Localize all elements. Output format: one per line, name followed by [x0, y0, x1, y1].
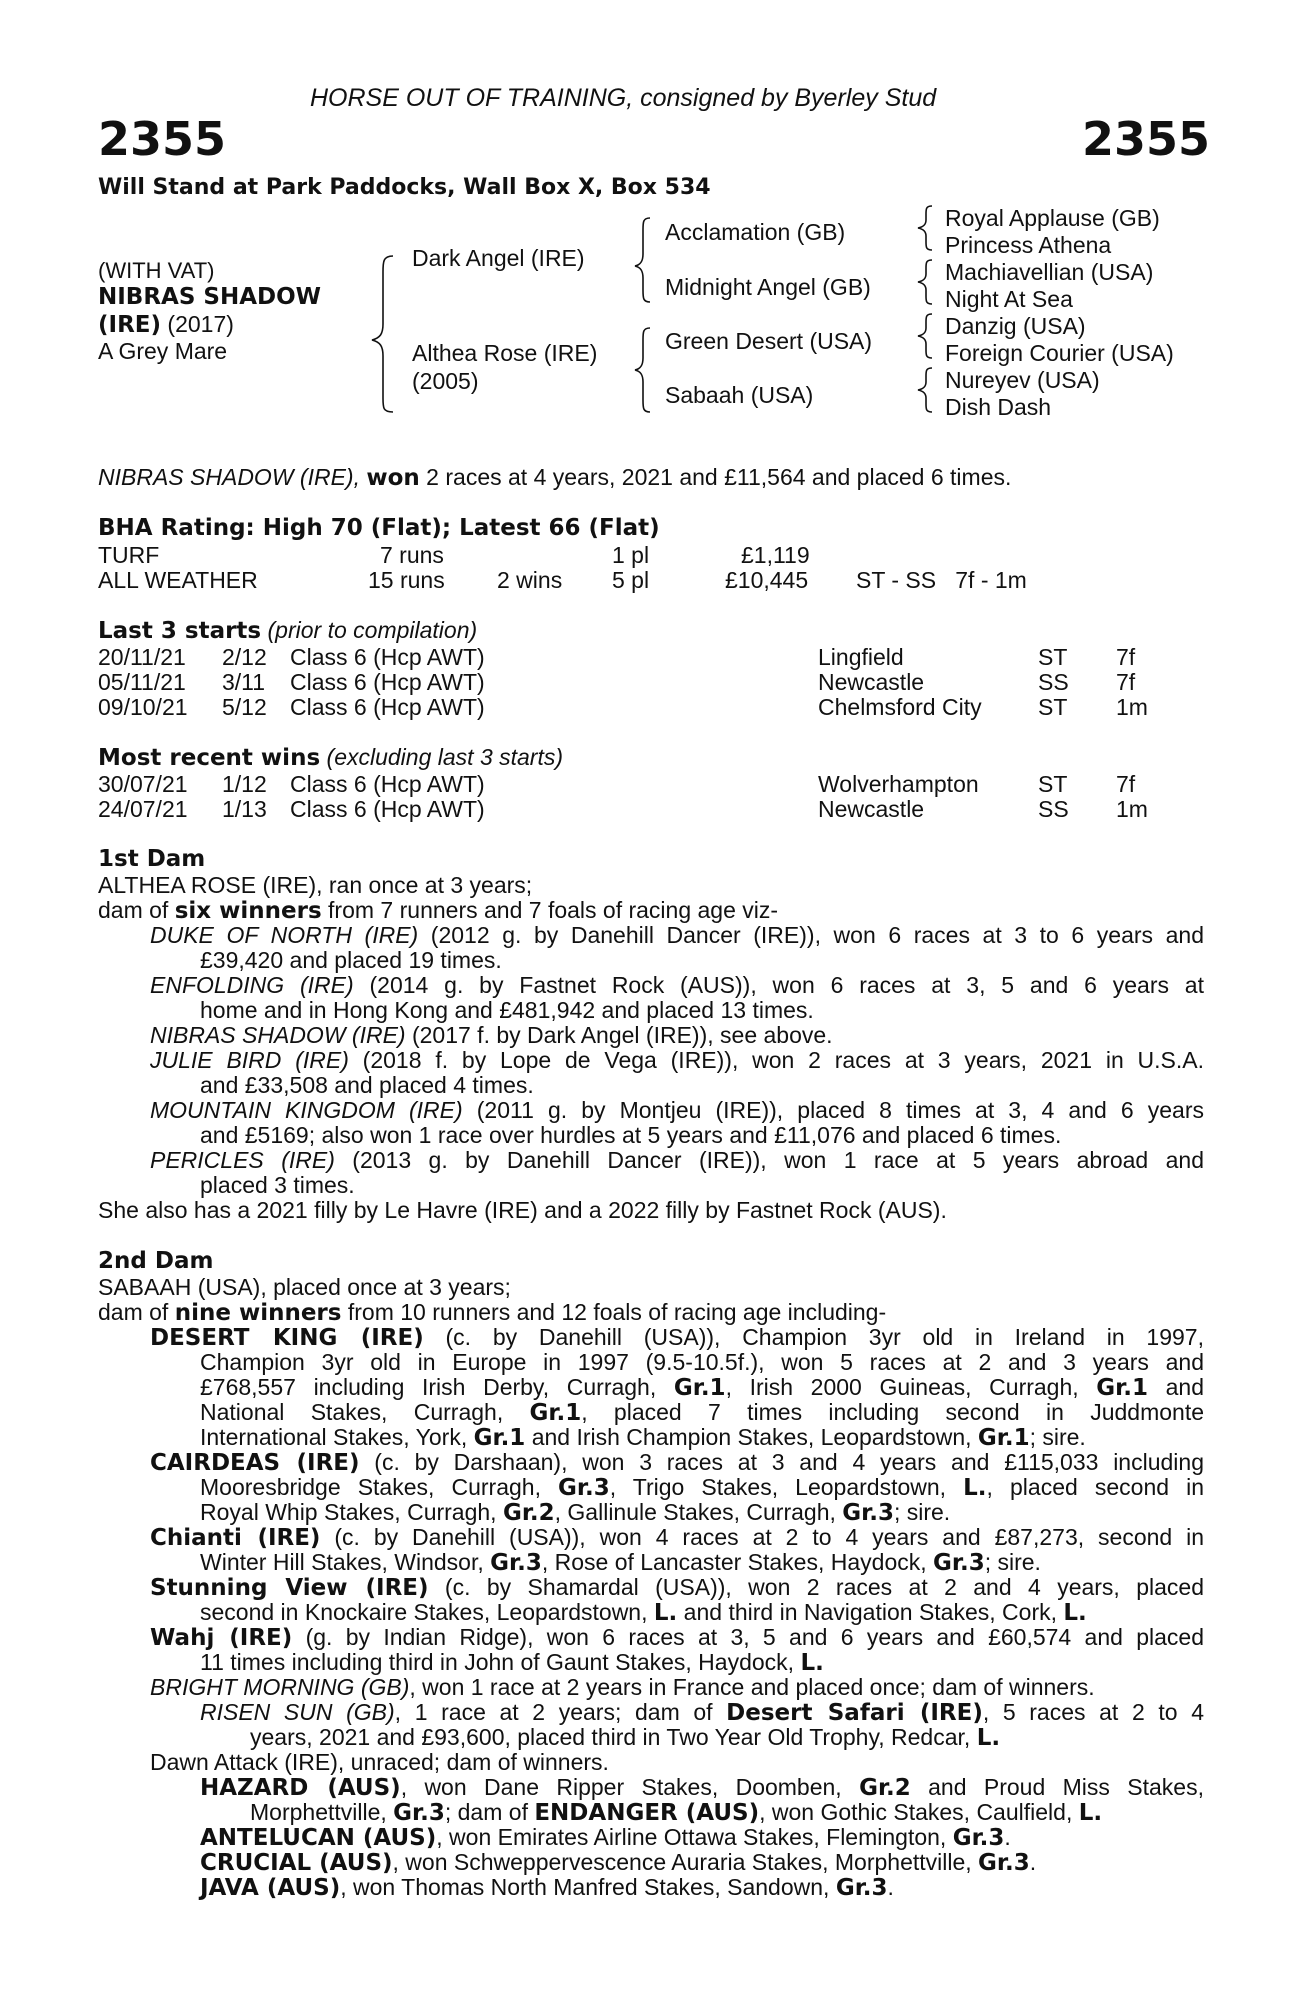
offspring-line: National Stakes, Curragh, Gr.1, placed 7 times including second in Juddmonte [200, 1399, 1204, 1426]
summary-horse: NIBRAS SHADOW (IRE) [98, 464, 354, 490]
horse-description: A Grey Mare [98, 338, 228, 364]
pedigree-dam-sire: Green Desert (USA) [665, 328, 873, 354]
start-class: Class 6 (Hcp AWT) [290, 694, 485, 720]
last3-heading [98, 618, 477, 644]
offspring-line: 11 times including third in John of Gaunt Stakes, Haydock, L. [200, 1649, 824, 1676]
offspring-line: DESERT KING (IRE) (c. by Danehill (USA)), Champion 3yr old in Ireland in 1997, [150, 1324, 1204, 1351]
start-course: Chelmsford City [818, 694, 982, 720]
win-class: Class 6 (Hcp AWT) [290, 771, 485, 797]
offspring-line: ANTELUCAN (AUS), won Emirates Airline Ottawa Stakes, Flemington, Gr.3. [200, 1824, 1011, 1851]
start-course: Lingfield [818, 644, 904, 670]
brace-parents [372, 256, 393, 412]
dam2-intro: SABAAH (USA), placed once at 3 years; [98, 1274, 511, 1300]
pedigree-dam: Althea Rose (IRE) [412, 340, 598, 366]
recent-wins-note: (excluding last 3 starts) [320, 744, 564, 770]
dam1-footer: She also has a 2021 filly by Le Havre (IRE) and a 2022 filly by Fastnet Rock (AUS). [98, 1197, 947, 1223]
rating-placed: 1 pl [612, 542, 650, 568]
brace-dam-line [635, 328, 650, 412]
offspring-line: placed 3 times. [200, 1172, 355, 1198]
rating-surface: TURF [98, 542, 160, 568]
rating-runs: 7 runs [380, 542, 444, 568]
last3-note: (prior to compilation) [261, 617, 478, 643]
rating-surface: ALL WEATHER [98, 567, 258, 593]
offspring-line: second in Knockaire Stakes, Leopardstown, L. and third in Navigation Stakes, Cork, L. [200, 1599, 1087, 1626]
win-course: Newcastle [818, 796, 925, 822]
pedigree-gen3-1: Royal Applause (GB) [945, 205, 1160, 231]
win-surface: ST [1038, 771, 1068, 797]
offspring-line: CAIRDEAS (IRE) (c. by Darshaan), won 3 races at 3 and 4 years and £115,033 including [150, 1449, 1204, 1476]
start-course: Newcastle [818, 669, 925, 695]
offspring-line: JAVA (AUS), won Thomas North Manfred Stakes, Sandown, Gr.3. [200, 1874, 894, 1901]
last3-title: Last 3 starts [98, 618, 262, 644]
offspring-line: JULIE BIRD (IRE) (2018 f. by Lope de Vega (IRE)), won 2 races at 3 years, 2021 in U.S.A. [150, 1047, 1205, 1073]
pedigree-sire: Dark Angel (IRE) [412, 245, 585, 271]
rating-wins: 2 wins [497, 567, 563, 593]
offspring-line: Dawn Attack (IRE), unraced; dam of winners. [150, 1749, 609, 1775]
offspring-line: MOUNTAIN KINGDOM (IRE) (2011 g. by Montjeu (IRE)), placed 8 times at 3, 4 and 6 years [150, 1097, 1204, 1123]
start-distance: 1m [1116, 694, 1148, 720]
pedigree-gen3-4: Night At Sea [945, 286, 1073, 312]
pedigree-gen3-8: Dish Dash [945, 394, 1052, 420]
pedigree-sire-sire: Acclamation (GB) [665, 219, 846, 245]
dam1-produce-summary: dam of six winners from 7 runners and 7 foals of racing age viz- [98, 897, 779, 924]
brace-sire-line [635, 218, 650, 302]
horse-name: NIBRAS SHADOW [98, 284, 322, 310]
win-distance: 7f [1116, 771, 1136, 797]
offspring-line: £39,420 and placed 19 times. [200, 947, 502, 973]
offspring-line: RISEN SUN (GB), 1 race at 2 years; dam of Desert Safari (IRE), 5 races at 2 to 4 [200, 1699, 1204, 1726]
rating-runs: 15 runs [368, 567, 445, 593]
start-distance: 7f [1116, 669, 1136, 695]
pedigree-gen3-3: Machiavellian (USA) [945, 259, 1154, 285]
rating-earnings: £1,119 [741, 542, 810, 568]
pedigree-dam-dam: Sabaah (USA) [665, 382, 814, 408]
stabling-line: Will Stand at Park Paddocks, Wall Box X, Box 534 [98, 175, 711, 200]
summary-won: won [366, 465, 420, 491]
win-distance: 1m [1116, 796, 1148, 822]
win-class: Class 6 (Hcp AWT) [290, 796, 485, 822]
pedigree-gen3-6: Foreign Courier (USA) [945, 340, 1174, 366]
race-summary [98, 465, 1011, 491]
win-date: 24/07/21 [98, 796, 188, 822]
dam2-produce-summary: dam of nine winners from 10 runners and 12 foals of racing age including- [98, 1299, 887, 1326]
offspring-line: Chianti (IRE) (c. by Danehill (USA)), won 4 races at 2 to 4 years and £87,273, second in [150, 1524, 1205, 1551]
offspring-line: Wahj (IRE) (g. by Indian Ridge), won 6 races at 3, 5 and 6 years and £60,574 and placed [150, 1624, 1204, 1651]
offspring-line: BRIGHT MORNING (GB), won 1 race at 2 years in France and placed once; dam of winners. [150, 1674, 1095, 1700]
start-class: Class 6 (Hcp AWT) [290, 644, 485, 670]
offspring-line: years, 2021 and £93,600, placed third in Two Year Old Trophy, Redcar, L. [250, 1724, 1001, 1751]
pedigree-dam-year: (2005) [412, 368, 479, 394]
rating-extra: ST - SS 7f - 1m [856, 567, 1027, 593]
start-position: 2/12 [222, 644, 267, 670]
offspring-line: Winter Hill Stakes, Windsor, Gr.3, Rose of Lancaster Stakes, Haydock, Gr.3; sire. [200, 1549, 1041, 1576]
start-position: 3/11 [222, 669, 266, 695]
start-distance: 7f [1116, 644, 1136, 670]
vat-note: (WITH VAT) [98, 258, 215, 283]
win-course: Wolverhampton [818, 771, 979, 797]
rating-earnings: £10,445 [725, 567, 809, 593]
dam2-title: 2nd Dam [98, 1248, 214, 1274]
pedigree-gen3-2: Princess Athena [945, 232, 1112, 258]
win-date: 30/07/21 [98, 771, 188, 797]
rating-title: BHA Rating: High 70 (Flat); Latest 66 (Flat) [98, 515, 660, 541]
rating-placed: 5 pl [612, 567, 650, 593]
recent-wins-title: Most recent wins [98, 745, 321, 771]
offspring-line: HAZARD (AUS), won Dane Ripper Stakes, Doomben, Gr.2 and Proud Miss Stakes, [200, 1774, 1204, 1801]
win-position: 1/12 [222, 771, 267, 797]
lot-number-left: 2355 [98, 112, 227, 166]
offspring-line: £768,557 including Irish Derby, Curragh, Gr.1, Irish 2000 Guineas, Curragh, Gr.1 and [200, 1374, 1204, 1401]
offspring-line: and £33,508 and placed 4 times. [200, 1072, 534, 1098]
summary-rest: 2 races at 4 years, 2021 and £11,564 and placed 6 times. [419, 464, 1012, 490]
offspring-line: PERICLES (IRE) (2013 g. by Danehill Dancer (IRE)), won 1 race at 5 years abroad and [150, 1147, 1204, 1173]
offspring-line: home and in Hong Kong and £481,942 and placed 13 times. [200, 997, 814, 1023]
lot-number-right: 2355 [1082, 112, 1211, 166]
offspring-line: DUKE OF NORTH (IRE) (2012 g. by Danehill Dancer (IRE)), won 6 races at 3 to 6 years and [150, 922, 1205, 948]
offspring-line: Champion 3yr old in Europe in 1997 (9.5-10.5f.), won 5 races at 2 and 3 years and [200, 1349, 1204, 1375]
start-surface: ST [1038, 694, 1068, 720]
offspring-line: NIBRAS SHADOW (IRE) (2017 f. by Dark Angel (IRE)), see above. [150, 1022, 833, 1048]
horse-year: (2017) [161, 311, 234, 337]
offspring-line: ENFOLDING (IRE) (2014 g. by Fastnet Rock (AUS)), won 6 races at 3, 5 and 6 years at [150, 972, 1204, 998]
consignment-line: HORSE OUT OF TRAINING, consigned by Byerley Stud [310, 84, 937, 112]
pedigree-gen3-7: Nureyev (USA) [945, 367, 1100, 393]
recent-wins-heading [98, 745, 563, 771]
start-surface: ST [1038, 644, 1068, 670]
offspring-line: Mooresbridge Stakes, Curragh, Gr.3, Trigo Stakes, Leopardstown, L., placed second in [200, 1474, 1204, 1501]
start-date: 09/10/21 [98, 694, 188, 720]
start-date: 20/11/21 [98, 644, 186, 670]
offspring-line: CRUCIAL (AUS), won Schweppervescence Auraria Stakes, Morphettville, Gr.3. [200, 1849, 1037, 1876]
horse-country: (IRE) [98, 312, 162, 338]
offspring-line: Stunning View (IRE) (c. by Shamardal (USA)), won 2 races at 2 and 4 years, placed [150, 1574, 1204, 1601]
start-class: Class 6 (Hcp AWT) [290, 669, 485, 695]
start-position: 5/12 [222, 694, 267, 720]
offspring-line: International Stakes, York, Gr.1 and Irish Champion Stakes, Leopardstown, Gr.1; sire. [200, 1424, 1086, 1451]
start-surface: SS [1038, 669, 1069, 695]
summary-sep: , [353, 464, 367, 490]
win-surface: SS [1038, 796, 1069, 822]
win-position: 1/13 [222, 796, 267, 822]
pedigree-gen3-5: Danzig (USA) [945, 313, 1086, 339]
offspring-line: and £5169; also won 1 race over hurdles at 5 years and £11,076 and placed 6 times. [200, 1122, 1062, 1148]
offspring-line: Morphettville, Gr.3; dam of ENDANGER (AUS), won Gothic Stakes, Caulfield, L. [250, 1799, 1103, 1826]
pedigree-sire-dam: Midnight Angel (GB) [665, 274, 871, 300]
offspring-line: Royal Whip Stakes, Curragh, Gr.2, Gallinule Stakes, Curragh, Gr.3; sire. [200, 1499, 951, 1526]
dam1-intro: ALTHEA ROSE (IRE), ran once at 3 years; [98, 872, 533, 898]
dam1-title: 1st Dam [98, 846, 206, 872]
start-date: 05/11/21 [98, 669, 186, 695]
